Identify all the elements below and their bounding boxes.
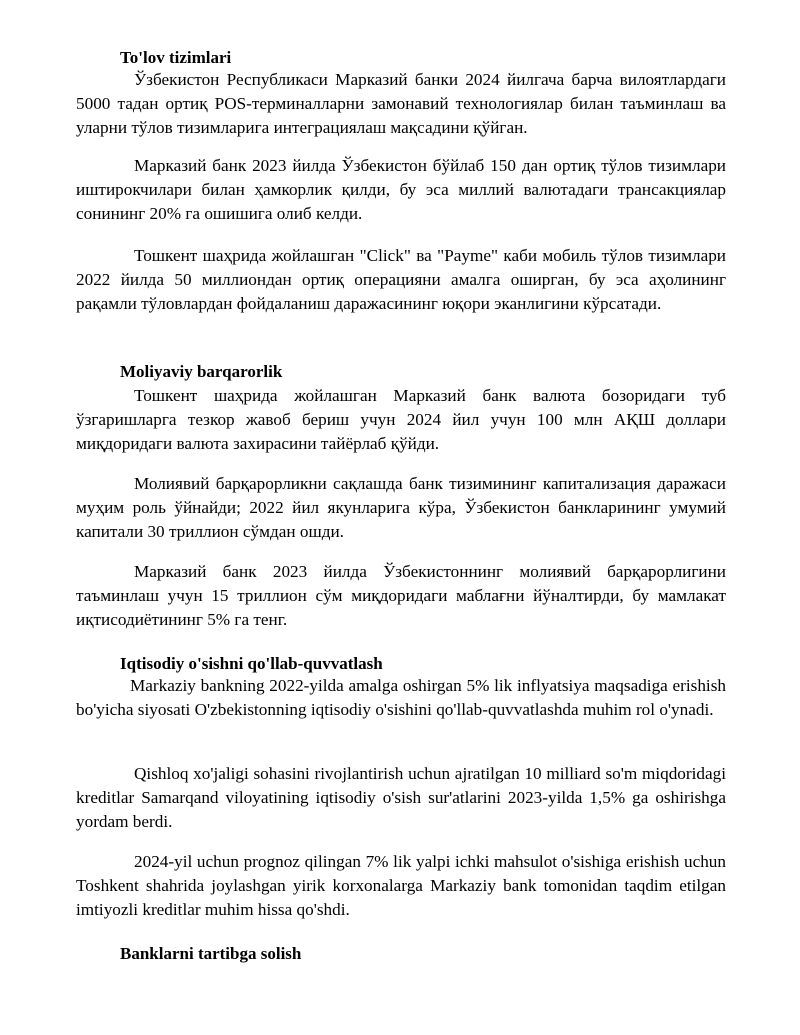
section-heading-bank-regulation: Banklarni tartibga solish: [120, 944, 302, 963]
section-heading-payment-systems: To'lov tizimlari: [120, 48, 232, 67]
section-heading-financial-stability: Moliyaviy barqarorlik: [120, 362, 283, 381]
paragraph: Markaziy bankning 2022-yilda amalga oshirgan 5% lik inflyatsiya maqsadiga erishish bo'yicha siyosati O'zbekistonning iqtisodiy o'sishini qo'llab-quvvatlashda muhim rol o'ynadi.: [76, 676, 726, 719]
paragraph: Ўзбекистон Республикаси Марказий банки 2024 йилгача барча вилоятлардаги 5000 тадан ортиқ POS-терминалларни замонавий технологиялар билан таъминлаш ва уларни тўлов тизимларига интеграциялаш мақсадини қўйган.: [76, 70, 726, 137]
paragraph: 2024-yil uchun prognoz qilingan 7% lik yalpi ichki mahsulot o'sishiga erishish uchun Toshkent shahrida joylashgan yirik korxonalarga Markaziy bank tomonidan taqdim etilgan imtiyozli kreditlar muhim hissa qo'shdi.: [76, 852, 726, 919]
paragraph: Тошкент шаҳрида жойлашган Марказий банк валюта бозоридаги туб ўзгаришларга тезкор жавоб бериш учун 2024 йил учун 100 млн АҚШ доллари миқдоридаги валюта захирасини тайёрлаб қўйди.: [76, 386, 726, 453]
paragraph: Марказий банк 2023 йилда Ўзбекистоннинг молиявий барқарорлигини таъминлаш учун 15 триллион сўм миқдоридаги маблағни йўналтирди, бу мамлакат иқтисодиётининг 5% га тенг.: [76, 562, 726, 629]
paragraph: Qishloq xo'jaligi sohasini rivojlantirish uchun ajratilgan 10 milliard so'm miqdoridagi kreditlar Samarqand viloyatining iqtisodiy o'sish sur'atlarini 2023-yilda 1,5% ga oshirishga yordam berdi.: [76, 764, 726, 831]
paragraph: Марказий банк 2023 йилда Ўзбекистон бўйлаб 150 дан ортиқ тўлов тизимлари иштирокчилари билан ҳамкорлик қилди, бу эса миллий валютадаги трансакциялар сонининг 20% га ошишига олиб келди.: [76, 156, 726, 223]
paragraph: Молиявий барқарорликни сақлашда банк тизимининг капитализация даражаси муҳим роль ўйнайди; 2022 йил якунларига кўра, Ўзбекистон банкларининг умумий капитали 30 триллион сўмдан ошди.: [76, 474, 726, 541]
section-heading-economic-growth: Iqtisodiy o'sishni qo'llab-quvvatlash: [120, 654, 383, 673]
paragraph: Тошкент шаҳрида жойлашган "Click" ва "Payme" каби мобиль тўлов тизимлари 2022 йилда 50 миллиондан ортиқ операцияни амалга оширган, бу эса аҳолининг рақамли тўловлардан фойдаланиш даражасининг юқори эканлигини кўрсатади.: [76, 246, 726, 313]
